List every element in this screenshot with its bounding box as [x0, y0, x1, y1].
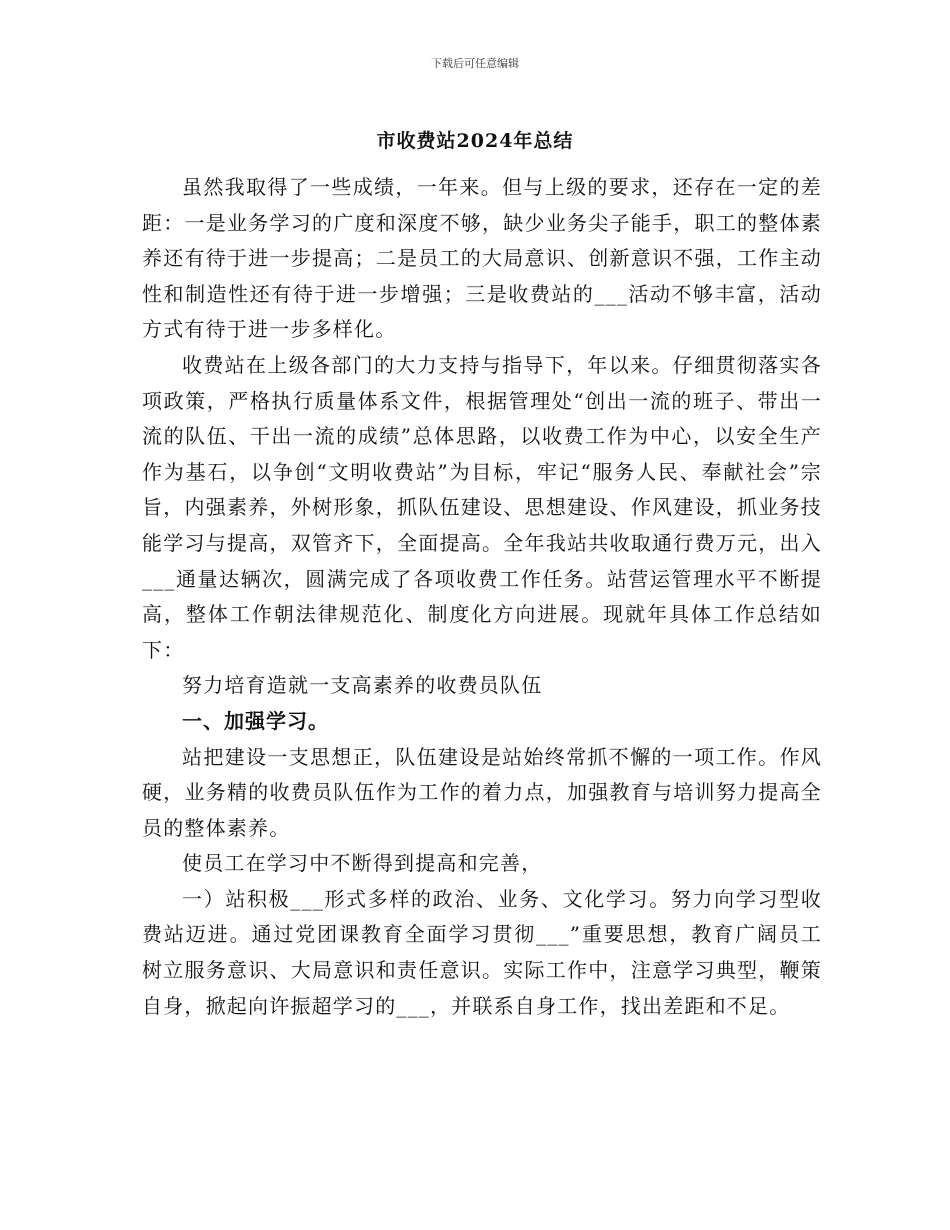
paragraph-shortcomings: 虽然我取得了一些成绩，一年来。但与上级的要求，还存在一定的差距：一是业务学习的广度和深度不够，缺少业务尖子能手，职工的整体素养还有待于进一步提高；二是员工的大局意识、创新意识不强，工作主动性和制造性还有待于进一步增强；三是收费站的___活动不够丰富，活动方式有待于进一步多样化。: [142, 175, 822, 342]
paragraph-improvement: 使员工在学习中不断得到提高和完善，: [182, 851, 543, 876]
section-heading-strengthen-learning: 一、加强学习。: [182, 708, 329, 733]
paragraph-subheading: 努力培育造就一支高素养的收费员队伍: [182, 673, 543, 698]
paragraph-study-activities: 一）站积极___形式多样的政治、业务、文化学习。努力向学习型收费站迈进。通过党团课教育全面学习贯彻___”重要思想，教育广阔员工树立服务意识、大局意识和责任意识。实际工作中，注意学习典型，鞭策自身，掀起向许振超学习的___，并联系自身工作，找出差距和不足。: [142, 886, 822, 1018]
paragraph-team-building: 站把建设一支思想正，队伍建设是站始终常抓不懈的一项工作。作风硬，业务精的收费员队伍作为工作的着力点，加强教育与培训努力提高全员的整体素养。: [142, 744, 822, 840]
paragraph-overview: 收费站在上级各部门的大力支持与指导下，年以来。仔细贯彻落实各项政策，严格执行质量体系文件，根据管理处“创出一流的班子、带出一流的队伍、干出一流的成绩”总体思路，以收费工作为中心，以安全生产作为基石，以争创“文明收费站”为目标，牢记“服务人民、奉献社会”宗旨，内强素养，外树形象，抓队伍建设、思想建设、作风建设，抓业务技能学习与提高，双管齐下，全面提高。全年我站共收取通行费万元，出入___通量达辆次，圆满完成了各项收费工作任务。站营运管理水平不断提高，整体工作朝法律规范化、制度化方向进展。现就年具体工作总结如下：: [142, 352, 822, 662]
document-body: [142, 170, 822, 1024]
document-title: 市收费站2024年总结: [376, 130, 574, 152]
header-note: 下载后可任意编辑: [431, 57, 519, 70]
